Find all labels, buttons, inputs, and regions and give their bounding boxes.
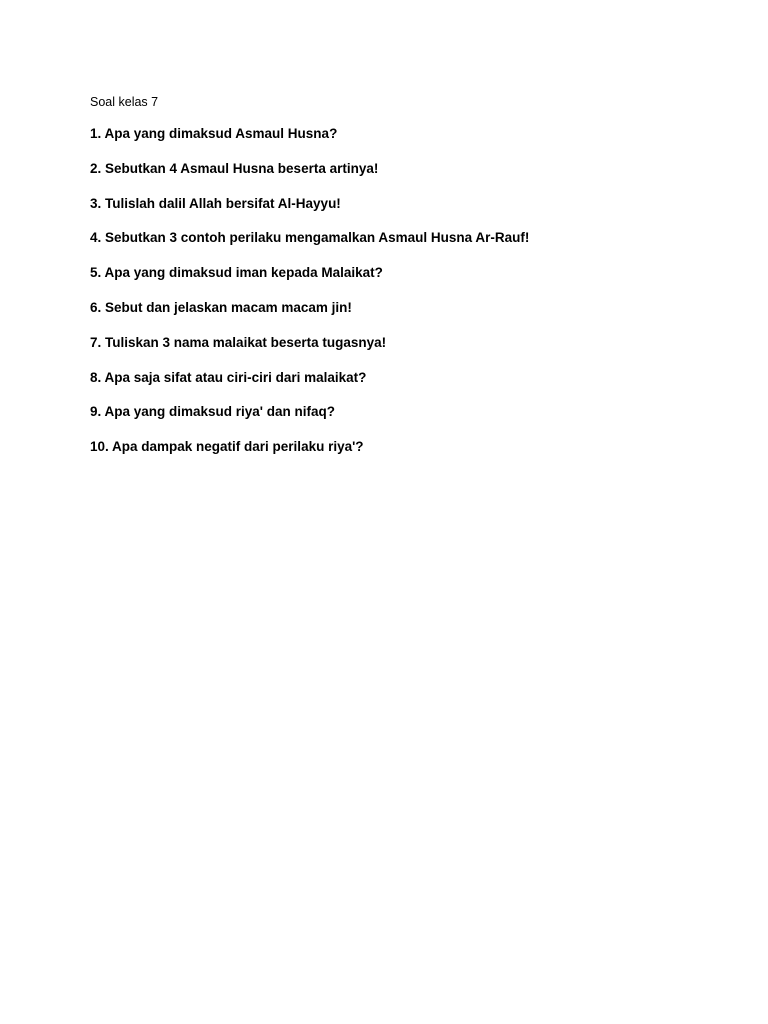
question-item: 4. Sebutkan 3 contoh perilaku mengamalkan Asmaul Husna Ar-Rauf! — [90, 230, 530, 246]
question-item: 2. Sebutkan 4 Asmaul Husna beserta artinya! — [90, 160, 379, 176]
question-item: 7. Tuliskan 3 nama malaikat beserta tugasnya! — [90, 334, 387, 350]
question-item: 9. Apa yang dimaksud riya' dan nifaq? — [90, 404, 336, 420]
document-body — [90, 93, 730, 473]
document-title: Soal kelas 7 — [90, 95, 159, 109]
question-list — [90, 125, 730, 456]
question-item: 8. Apa saja sifat atau ciri-ciri dari malaikat? — [90, 369, 367, 385]
question-item: 10. Apa dampak negatif dari perilaku riya'? — [90, 439, 364, 455]
question-item: 1. Apa yang dimaksud Asmaul Husna? — [90, 126, 338, 141]
question-item: 5. Apa yang dimaksud iman kepada Malaikat? — [90, 265, 383, 281]
question-item: 3. Tulislah dalil Allah bersifat Al-Hayyu! — [90, 195, 341, 211]
question-item: 6. Sebut dan jelaskan macam macam jin! — [90, 299, 352, 315]
